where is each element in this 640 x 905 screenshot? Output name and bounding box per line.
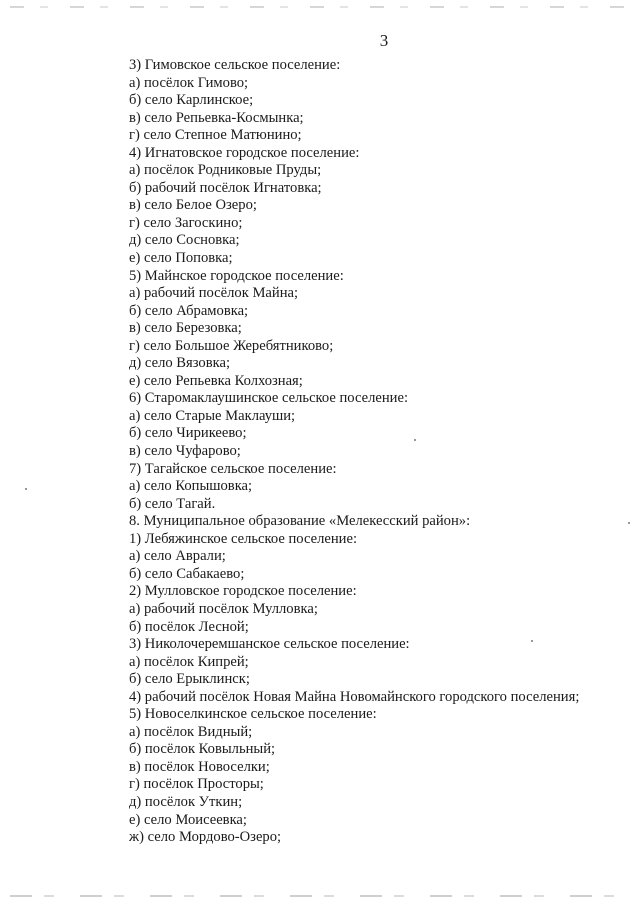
list-item: г) село Большое Жеребятниково; — [129, 337, 334, 354]
list-item: б) село Карлинское; — [129, 92, 254, 109]
list-item: д) посёлок Уткин; — [129, 793, 243, 810]
list-item: 3) Гимовское сельское поселение: — [129, 57, 341, 73]
list-item: б) посёлок Ковыльный; — [129, 741, 276, 758]
list-item: а) село Копышовка; — [129, 478, 253, 495]
document-body — [129, 57, 629, 847]
list-item: а) посёлок Видный; — [129, 723, 253, 740]
list-item: б) село Чирикеево; — [129, 425, 247, 442]
list-item: 2) Мулловское городское поселение: — [129, 583, 357, 600]
scan-edge-top — [10, 6, 630, 8]
list-item: 7) Тагайское сельское поселение: — [129, 460, 337, 477]
list-item: б) село Тагай. — [129, 495, 216, 512]
list-item: б) село Абрамовка; — [129, 302, 249, 319]
list-item: 1) Лебяжинское сельское поселение: — [129, 530, 357, 547]
list-item: в) село Белое Озеро; — [129, 197, 257, 214]
list-item: д) село Сосновка; — [129, 232, 240, 249]
list-item: в) село Березовка; — [129, 320, 242, 337]
list-item: а) посёлок Кипрей; — [129, 653, 249, 670]
list-item: в) посёлок Новоселки; — [129, 758, 270, 775]
list-item: а) село Аврали; — [129, 548, 226, 565]
list-item: б) посёлок Лесной; — [129, 618, 249, 635]
list-item: г) посёлок Просторы; — [129, 776, 264, 793]
list-item: ж) село Мордово-Озеро; — [129, 829, 282, 846]
list-item: б) село Сабакаево; — [129, 565, 245, 582]
list-item: 4) Игнатовское городское поселение: — [129, 144, 360, 161]
scan-speck — [628, 522, 630, 524]
list-item: а) рабочий посёлок Майна; — [129, 285, 299, 302]
list-item: 8. Муниципальное образование «Мелекесский район»: — [129, 513, 471, 530]
list-item: е) село Репьевка Колхозная; — [129, 372, 303, 389]
scan-speck — [414, 439, 416, 441]
list-item: 4) рабочий посёлок Новая Майна Новомайнского городского поселения; — [129, 688, 580, 705]
list-item: 6) Старомаклаушинское сельское поселение: — [129, 390, 409, 407]
list-item: 5) Майнское городское поселение: — [129, 267, 344, 284]
list-item: 3) Николочеремшанское сельское поселение: — [129, 636, 410, 653]
list-item: в) село Репьевка-Космынка; — [129, 109, 304, 126]
list-item: б) село Ерыклинск; — [129, 671, 250, 688]
list-item: а) посёлок Гимово; — [129, 74, 249, 91]
list-item: е) село Поповка; — [129, 250, 233, 267]
list-item: д) село Вязовка; — [129, 355, 231, 372]
list-item: г) село Загоскино; — [129, 214, 243, 231]
scan-edge-bottom — [10, 895, 630, 897]
list-item: а) рабочий посёлок Мулловка; — [129, 600, 318, 617]
list-item: 5) Новоселкинское сельское поселение: — [129, 706, 377, 723]
list-item: б) рабочий посёлок Игнатовка; — [129, 179, 322, 196]
list-item: е) село Моисеевка; — [129, 811, 247, 828]
scan-speck — [531, 640, 533, 642]
scan-speck — [25, 488, 27, 490]
list-item: а) село Старые Маклауши; — [129, 407, 296, 424]
page-number: 3 — [379, 31, 389, 50]
list-item: г) село Степное Матюнино; — [129, 127, 302, 144]
list-item: а) посёлок Родниковые Пруды; — [129, 162, 322, 179]
list-item: в) село Чуфарово; — [129, 443, 241, 460]
